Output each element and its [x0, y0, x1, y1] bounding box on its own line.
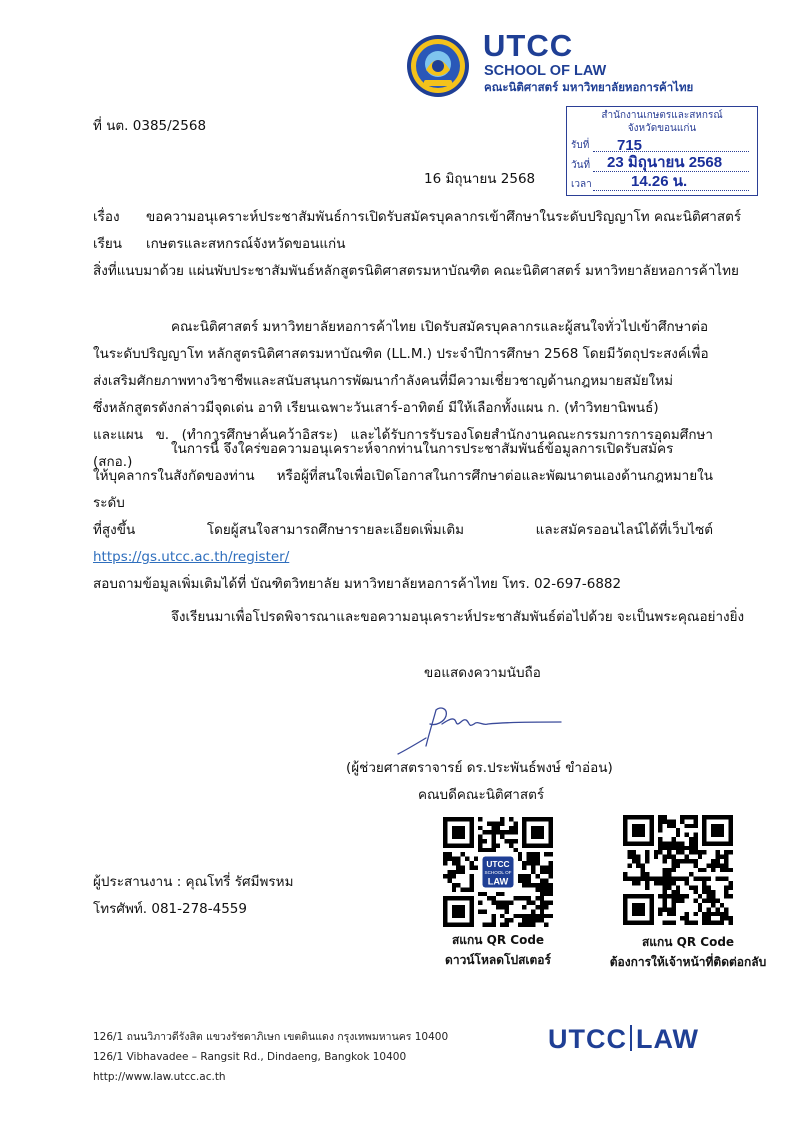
- stamp-date-label: วันที่: [571, 160, 591, 171]
- university-seal-icon: [406, 34, 470, 98]
- body-paragraph-2: [93, 436, 713, 598]
- regards-text: ขอแสดงความนับถือ: [424, 665, 541, 681]
- subject-text: ขอความอนุเคราะห์ประชาสัมพันธ์การเปิดรับสมัครบุคลากรเข้าศึกษาในระดับปริญญาโท คณะนิติศาสตร์: [146, 209, 742, 225]
- qr-code-contact[interactable]: [623, 815, 733, 925]
- document-number: ที่ นต. 0385/2568: [93, 118, 207, 134]
- coordinator-phone: โทรศัพท์. 081-278-4559: [93, 901, 247, 917]
- stamp-date-value: 23 มิถุนายน 2568: [607, 154, 723, 171]
- logo-school-of-law-text: SCHOOL OF LAW: [484, 63, 607, 79]
- logo-faculty-text: คณะนิติศาสตร์ มหาวิทยาลัยหอการค้าไทย: [484, 80, 694, 94]
- footer-logo-law: LAW: [636, 1024, 699, 1054]
- footer-address-thai: 126/1 ถนนวิภาวดีรังสิต แขวงรัชดาภิเษก เขตดินแดง กรุงเทพมหานคร 10400: [93, 1031, 449, 1043]
- signer-name: (ผู้ช่วยศาสตราจารย์ ดร.ประพันธ์พงษ์ ขำอ่อน): [346, 760, 613, 776]
- stamp-org-line2: จังหวัดขอนแก่น: [627, 123, 697, 134]
- footer-logo-utcc: UTCC: [548, 1024, 627, 1054]
- body2-line: [93, 517, 713, 571]
- footer-logo: [548, 1023, 699, 1055]
- body2-line: สอบถามข้อมูลเพิ่มเติมได้ที่ บัณฑิตวิทยาลัย มหาวิทยาลัยหอการค้าไทย โทร. 02-697-6882: [93, 576, 622, 592]
- body2-line: ในการนี้ จึงใคร่ขอความอนุเคราะห์จากท่านในการประชาสัมพันธ์ข้อมูลการเปิดรับสมัคร: [171, 441, 674, 457]
- stamp-org-line1: สำนักงานเกษตรและสหกรณ์: [601, 110, 723, 121]
- recipient-label: เรียน: [93, 236, 123, 252]
- qr1-center-utcc: UTCC: [486, 859, 510, 870]
- body1-line: ซึ่งหลักสูตรดังกล่าวมีจุดเด่น อาทิ เรียนเฉพาะวันเสาร์-อาทิตย์ มีให้เลือกทั้งแผน ก. (ทำวิทยานิพนธ์): [93, 400, 659, 416]
- qr1-caption-line2: ดาวน์โหลดโปสเตอร์: [445, 953, 551, 967]
- stamp-time-label: เวลา: [571, 179, 592, 190]
- qr2-caption: [590, 932, 786, 972]
- stamp-time-row: [571, 175, 753, 193]
- qr1-caption: [420, 930, 576, 970]
- closing-paragraph: จึงเรียนมาเพื่อโปรดพิจารณาและขอความอนุเคราะห์ประชาสัมพันธ์ต่อไปด้วย จะเป็นพระคุณอย่างยิ่ง: [171, 609, 745, 625]
- body1-line: ในระดับปริญญาโท หลักสูตรนิติศาสตรมหาบัณฑิต (LL.M.) ประจำปีการศึกษา 2568 โดยมีวัตถุประสงค์เพื่อ: [93, 346, 709, 362]
- register-link[interactable]: https://gs.utcc.ac.th/register/: [93, 549, 290, 565]
- footer-address-english: 126/1 Vibhavadee – Rangsit Rd., Dindaeng, Bangkok 10400: [93, 1051, 407, 1063]
- document-date: 16 มิถุนายน 2568: [424, 171, 536, 187]
- qr2-caption-line1: สแกน QR Code: [641, 935, 735, 949]
- subject-label: เรื่อง: [93, 209, 120, 225]
- stamp-receipt-number: 715: [617, 137, 643, 154]
- signer-title: คณบดีคณะนิติศาสตร์: [418, 787, 545, 803]
- logo-utcc-text: UTCC: [483, 28, 574, 63]
- stamp-receipt-label: รับที่: [571, 140, 590, 151]
- footer-website-link[interactable]: http://www.law.utcc.ac.th: [93, 1071, 226, 1083]
- body1-line: ส่งเสริมศักยภาพทางวิชาชีพและสนับสนุนการพัฒนากำลังคนที่มีความเชี่ยวชาญด้านกฎหมายสมัยใหม่: [93, 373, 674, 389]
- recipient-text: เกษตรและสหกรณ์จังหวัดขอนแก่น: [146, 236, 346, 252]
- signature-image: [396, 700, 566, 756]
- receipt-stamp: [566, 106, 758, 196]
- qr-code-poster[interactable]: [443, 817, 553, 927]
- qr1-center-school: SCHOOL OF: [484, 870, 512, 876]
- qr1-caption-line1: สแกน QR Code: [451, 933, 545, 947]
- stamp-organization: [567, 109, 757, 135]
- qr1-center-law: LAW: [487, 876, 509, 887]
- body1-line: คณะนิติศาสตร์ มหาวิทยาลัยหอการค้าไทย เปิดรับสมัครบุคลากรและผู้สนใจทั่วไปเข้าศึกษาต่อ: [171, 319, 709, 335]
- stamp-time-value: 14.26 น.: [631, 173, 688, 190]
- body2-line-text: ที่สูงขึ้น โดยผู้สนใจสามารถศึกษารายละเอียดเพิ่มเติม และสมัครออนไลน์ได้ที่เว็บไซต์: [93, 522, 713, 538]
- body1-line: และแผน ข. (ทำการศึกษาค้นคว้าอิสระ) และได้รับการรับรองโดยสำนักงานคณะกรรมการการอุดมศึกษา (สกอ.): [93, 427, 713, 470]
- body2-line: ให้บุคลากรในสังกัดของท่าน หรือผู้ที่สนใจเพื่อเปิดโอกาสในการศึกษาต่อและพัฒนาตนเองด้านกฎหมายในระดับ: [93, 468, 713, 511]
- qr2-caption-line2: ต้องการให้เจ้าหน้าที่ติดต่อกลับ: [609, 955, 767, 969]
- coordinator-name: ผู้ประสานงาน : คุณโทรี่ รัศมีพรหม: [93, 874, 294, 890]
- enclosure-text: สิ่งที่แนบมาด้วย แผ่นพับประชาสัมพันธ์หลักสูตรนิติศาสตรมหาบัณฑิต คณะนิติศาสตร์ มหาวิทยาลัยหอการค้าไทย: [93, 263, 739, 279]
